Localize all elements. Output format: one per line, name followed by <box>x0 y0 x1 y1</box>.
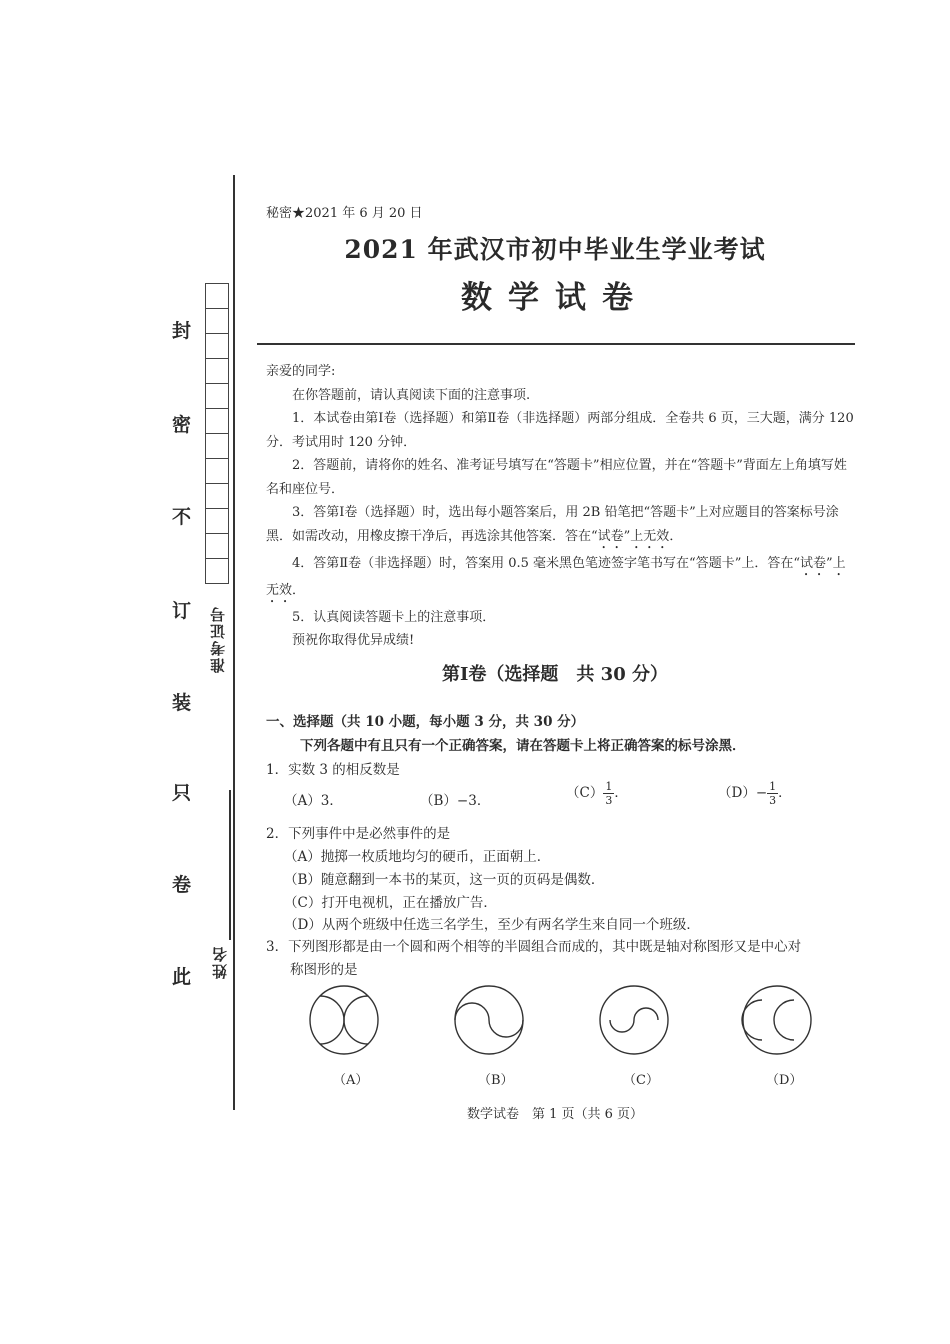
section-instruction: 下列各题中有且只有一个正确答案，请在答题卡上将正确答案的标号涂黑． <box>300 738 746 754</box>
q2-stem: 2．下列事件中是必然事件的是 <box>266 826 451 842</box>
exam-id-label: 准考证号 <box>209 605 227 673</box>
notice-wish: 预祝你取得优异成绩! <box>292 633 415 648</box>
q1-option-b: （B）−3． <box>420 793 491 809</box>
fraction: $\frac{1}{3}$ <box>605 780 613 807</box>
notice-item-4: 4．答第Ⅱ卷（非选择题）时，答案用 0.5 毫米黑色笔迹签字笔书写在“答题卡”上．答在“试卷”上无效． <box>266 555 846 598</box>
seal-char: 密 <box>172 414 192 436</box>
secret-line: 秘密★2021 年 6 月 20 日 <box>266 206 423 221</box>
exam-title: 2021 年武汉市初中毕业生学业考试 <box>344 235 766 264</box>
header-rule <box>257 343 855 345</box>
name-line[interactable] <box>229 790 231 940</box>
page-footer: 数学试卷 第 1 页（共 6 页） <box>466 1107 644 1122</box>
figure-b <box>455 986 523 1054</box>
paper-title: 数学试卷 <box>461 280 649 316</box>
seal-char: 卷 <box>172 874 192 896</box>
figure-d <box>742 986 811 1054</box>
seal-char: 封 <box>172 320 192 342</box>
q1-stem: 1．实数 3 的相反数是 <box>266 762 400 778</box>
q2-option-d: （D）从两个班级中任选三名学生，至少有两名学生来自同一个班级． <box>284 917 700 933</box>
q3-figures <box>300 980 830 1060</box>
section-heading: 一、选择题（共 10 小题，每小题 3 分，共 30 分） <box>266 714 585 730</box>
q3-stem-cont: 称图形的是 <box>290 962 358 978</box>
figure-a <box>310 986 378 1054</box>
seal-char: 订 <box>172 600 192 622</box>
name-label: 姓名 <box>211 945 229 979</box>
notice-block <box>266 360 856 653</box>
exam-id-boxes[interactable] <box>205 283 229 584</box>
fraction: $\frac{1}{3}$ <box>769 780 777 807</box>
q2-option-c: （C）打开电视机，正在播放广告． <box>284 895 497 911</box>
seal-char: 装 <box>172 692 192 714</box>
notice-item-5: 5．认真阅读答题卡上的注意事项． <box>292 609 496 625</box>
seal-char: 不 <box>172 506 192 528</box>
notice-greeting: 亲爱的同学: <box>266 364 336 379</box>
notice-item-1: 1．本试卷由第Ⅰ卷（选择题）和第Ⅱ卷（非选择题）两部分组成．全卷共 6 页，三大题，满分 120 分．考试用时 120 分钟． <box>266 411 854 450</box>
seal-char: 只 <box>172 782 192 804</box>
figure-c <box>600 986 668 1054</box>
notice-intro: 在你答题前，请认真阅读下面的注意事项. <box>292 387 531 403</box>
binding-line <box>233 175 235 1110</box>
q3-stem: 3．下列图形都是由一个圆和两个相等的半圆组合而成的，其中既是轴对称图形又是中心对 <box>266 939 802 955</box>
q1-option-a: （A）3． <box>284 793 343 809</box>
q1-option-d: （D）− $\frac{1}{3}$ ． <box>718 780 792 807</box>
notice-item-2: 2．答题前，请将你的姓名、准考证号填写在“答题卡”相应位置，并在“答题卡”背面左上角填写姓名和座位号． <box>266 458 847 497</box>
seal-char: 此 <box>172 966 192 988</box>
q3-label-a: （A） <box>333 1073 369 1088</box>
notice-item-3: 3．答第Ⅰ卷（选择题）时，选出每小题答案后，用 2B 铅笔把“答题卡”上对应题目的答案标号涂黑．如需改动，用橡皮擦干净后，再选涂其他答案．答在“试卷”上无效． <box>266 505 839 544</box>
q3-label-c: （C） <box>623 1073 659 1088</box>
emphasis-text: “试卷”上无效 <box>266 555 846 598</box>
q2-option-b: （B）随意翻到一本书的某页，这一页的页码是偶数． <box>284 872 605 888</box>
emphasis-text: “试卷”上无效 <box>591 528 670 544</box>
q3-label-b: （B） <box>478 1073 514 1088</box>
section-title: 第Ⅰ卷（选择题 共 30 分） <box>441 664 668 685</box>
q3-label-d: （D） <box>766 1073 803 1088</box>
q2-option-a: （A）抛掷一枚质地均匀的硬币，正面朝上． <box>284 849 551 865</box>
q1-option-c: （C） $\frac{1}{3}$ ． <box>566 780 628 807</box>
